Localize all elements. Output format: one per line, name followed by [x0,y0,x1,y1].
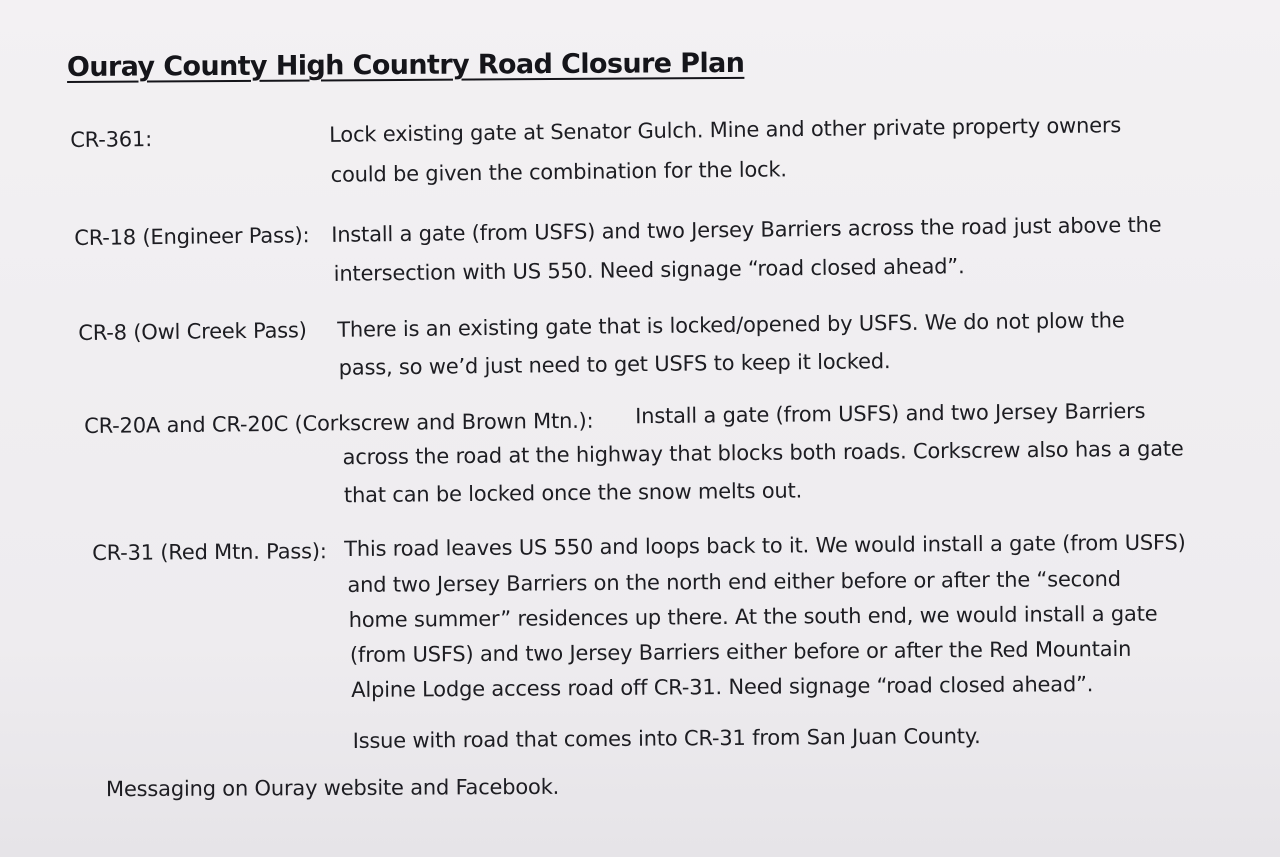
messaging-note: Messaging on Ouray website and Facebook. [105,774,560,802]
entry-label: CR-31 (Red Mtn. Pass): [92,539,327,565]
entry-issue-note: Issue with road that comes into CR-31 from San Juan County. [352,724,981,753]
entry-cr-31 [92,522,1234,751]
entry-text-line: home summer” residences up there. At the south end, we would install a gate [348,601,1158,632]
entry-label: CR-20A and CR-20C (Corkscrew and Brown Mtn.): [84,408,594,438]
entry-text-line: that can be locked once the snow melts out. [343,478,803,508]
entry-text-line: Alpine Lodge access road off CR-31. Need signage “road closed ahead”. [351,672,1094,702]
entry-text-line: Install a gate (from USFS) and two Jersey Barriers across the road just above the [331,212,1162,247]
entry-text-line: Install a gate (from USFS) and two Jersey Barriers [635,398,1146,429]
entry-text-line: pass, so we’d just need to get USFS to keep it locked. [338,349,891,380]
entry-text-line: This road leaves US 550 and loops back to it. We would install a gate (from USFS) [344,530,1186,562]
page-title: Ouray County High Country Road Closure Plan [66,47,745,83]
entry-text-line: There is an existing gate that is locked/opened by USFS. We do not plow the [337,308,1125,342]
entry-text-line: Lock existing gate at Senator Gulch. Mine and other private property owners [329,113,1122,147]
entry-text-line: (from USFS) and two Jersey Barriers either before or after the Red Mountain [349,636,1132,667]
entry-label: CR-361: [70,127,153,152]
entry-text-line: across the road at the highway that blocks both roads. Corkscrew also has a gate [342,436,1184,470]
entry-cr-8 [78,297,1209,391]
entry-cr-361 [70,106,1221,200]
entry-label: CR-8 (Owl Creek Pass) [78,318,307,345]
entry-cr-20a-20c [84,392,1235,514]
entry-text-line: could be given the combination for the lock. [330,157,787,187]
entry-cr-18 [74,202,1235,296]
entry-text-line: intersection with US 550. Need signage “road closed ahead”. [333,254,965,286]
entry-text-line: and two Jersey Barriers on the north end either before or after the “second [347,566,1121,597]
entry-label: CR-18 (Engineer Pass): [74,223,310,250]
